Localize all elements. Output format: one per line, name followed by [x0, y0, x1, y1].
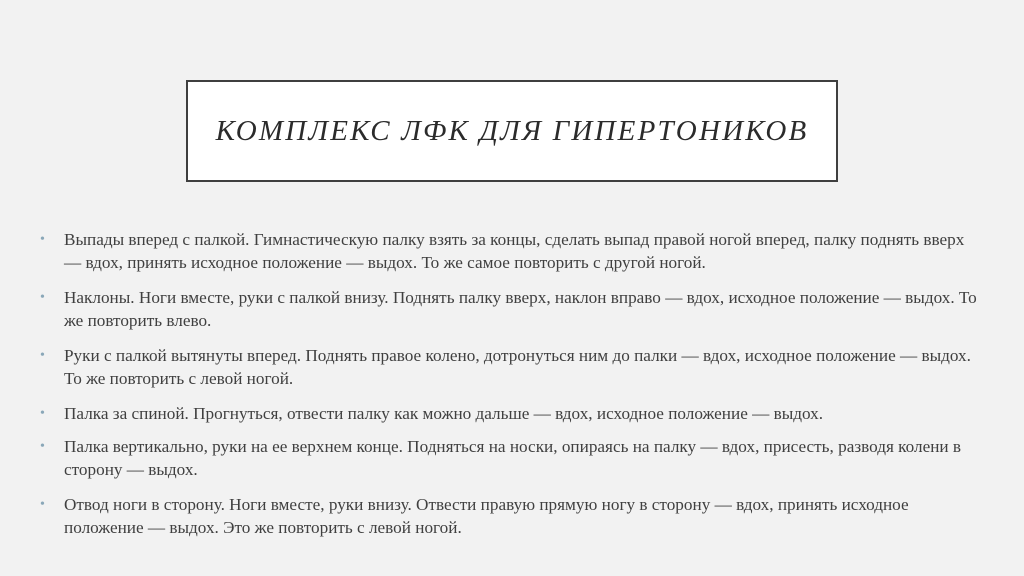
- bullet-icon: •: [40, 348, 45, 363]
- bullet-text: Наклоны. Ноги вместе, руки с палкой внизу. Поднять палку вверх, наклон вправо — вдох, исходное положение — выдох. То же повторить влево.: [64, 288, 977, 330]
- bullet-item: [40, 435, 980, 481]
- bullet-text: Руки с палкой вытянуты вперед. Поднять правое колено, дотронуться ним до палки — вдох, исходное положение — выдох. То же повторить с левой ногой.: [64, 346, 971, 388]
- bullet-item: [40, 286, 980, 332]
- bullet-text: Отвод ноги в сторону. Ноги вместе, руки внизу. Отвести правую прямую ногу в сторону — вдох, принять исходное положение — выдох. Это же повторить с левой ногой.: [64, 495, 909, 537]
- bullet-icon: •: [40, 232, 45, 247]
- bullet-icon: •: [40, 290, 45, 305]
- bullet-item: [40, 402, 980, 425]
- bullet-item: [40, 344, 980, 390]
- bullet-item: [40, 228, 980, 274]
- bullet-text: Палка за спиной. Прогнуться, отвести палку как можно дальше — вдох, исходное положение — выдох.: [64, 404, 824, 423]
- bullet-text: Выпады вперед с палкой. Гимнастическую палку взять за концы, сделать выпад правой ногой вперед, палку поднять вверх — вдох, принять исходное положение — выдох. То же самое повторить с другой ногой.: [64, 230, 965, 272]
- bullet-text: Палка вертикально, руки на ее верхнем конце. Подняться на носки, опираясь на палку — вдох, присесть, разводя колени в сторону — выдох.: [64, 437, 962, 479]
- bullet-item: [40, 493, 980, 539]
- bullet-list: [40, 228, 980, 551]
- bullet-icon: •: [40, 406, 45, 421]
- bullet-icon: •: [40, 439, 45, 454]
- slide-title: КОМПЛЕКС ЛФК ДЛЯ ГИПЕРТОНИКОВ: [215, 114, 809, 147]
- title-box: [186, 80, 838, 182]
- bullet-icon: •: [40, 497, 45, 512]
